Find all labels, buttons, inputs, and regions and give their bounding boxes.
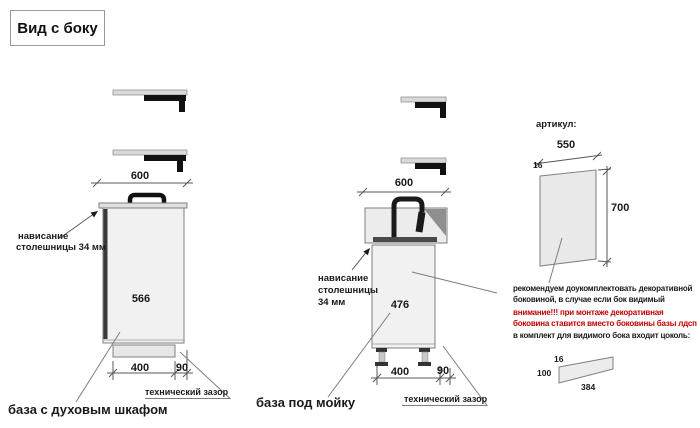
dimension-panel-height [598,166,611,267]
dim-label-gap-cabinet2: 90 [436,365,450,377]
overhang-note-cabinet1-line1: нависание [18,231,69,242]
note-line: боковиной, в случае если бок видимый [513,295,665,305]
view-title: Вид с боку [17,19,98,37]
technical-gap-label-cabinet1: технический зазор [145,387,229,397]
plinth-part-shape [559,357,613,383]
adjustable-leg-icon [375,348,388,366]
cornice-bracket-icon [401,97,446,118]
cabinet2-body [372,245,435,348]
dimension-width-cabinet2 [357,188,451,196]
dim-label-width-cabinet1: 600 [130,170,150,182]
note-line: в комплект для видимого бока входит цоколь: [513,330,691,340]
note-line-warning: боковина ставится вместо боковины базы лдсп [513,319,697,329]
cabinet1-front-panel [104,209,108,339]
dim-label-plinth-part-thickness: 16 [554,354,564,364]
dim-label-plinth-cabinet2: 400 [390,366,410,378]
overhang-note-cabinet2-line2: столешницы [318,285,379,296]
view-title-box [10,10,105,46]
cabinet2-name-label: база под мойку [256,395,356,410]
dim-label-panel-width: 550 [556,139,576,151]
dim-label-width-cabinet2: 600 [394,177,414,189]
cornice-bracket-icon [401,158,446,175]
dim-label-panel-thickness: 16 [533,160,543,170]
dim-label-gap-cabinet1: 90 [175,362,189,374]
note-line-warning: внимание!!! при монтаже декоративная [513,308,664,318]
dim-label-plinth-part-height: 100 [537,368,552,378]
technical-gap-label-cabinet2: технический зазор [404,394,488,404]
sink-edge [373,237,437,242]
adjustable-leg-icon [418,348,431,366]
arrow-overhang-cabinet2 [352,248,370,270]
dim-label-panel-height: 700 [611,202,630,214]
dim-label-plinth-part-length: 384 [581,382,596,392]
notes-block [513,284,697,342]
cabinet1-name-label: база с духовым шкафом [8,402,168,417]
overhang-note-cabinet2-line3: 34 мм [318,297,346,308]
cabinet1-plinth [113,345,175,357]
overhang-note-cabinet1-line2: столешницы 34 мм [16,242,106,253]
side-panel-shape [540,170,596,266]
countertop-cabinet1 [99,203,187,208]
note-line: рекомендуем доукомплектовать декоративной [513,284,693,293]
dimension-panel-width [534,152,602,167]
dim-label-depth-cabinet1: 566 [131,293,151,305]
panel-heading: артикул: [536,119,577,130]
cornice-bracket-icon [113,90,187,112]
cornice-bracket-icon [113,150,187,172]
dim-label-depth-cabinet2: 476 [390,299,410,311]
dim-label-plinth-cabinet1: 400 [130,362,150,374]
cabinet1-body [103,208,184,343]
overhang-note-cabinet2-line1: нависание [318,273,369,284]
